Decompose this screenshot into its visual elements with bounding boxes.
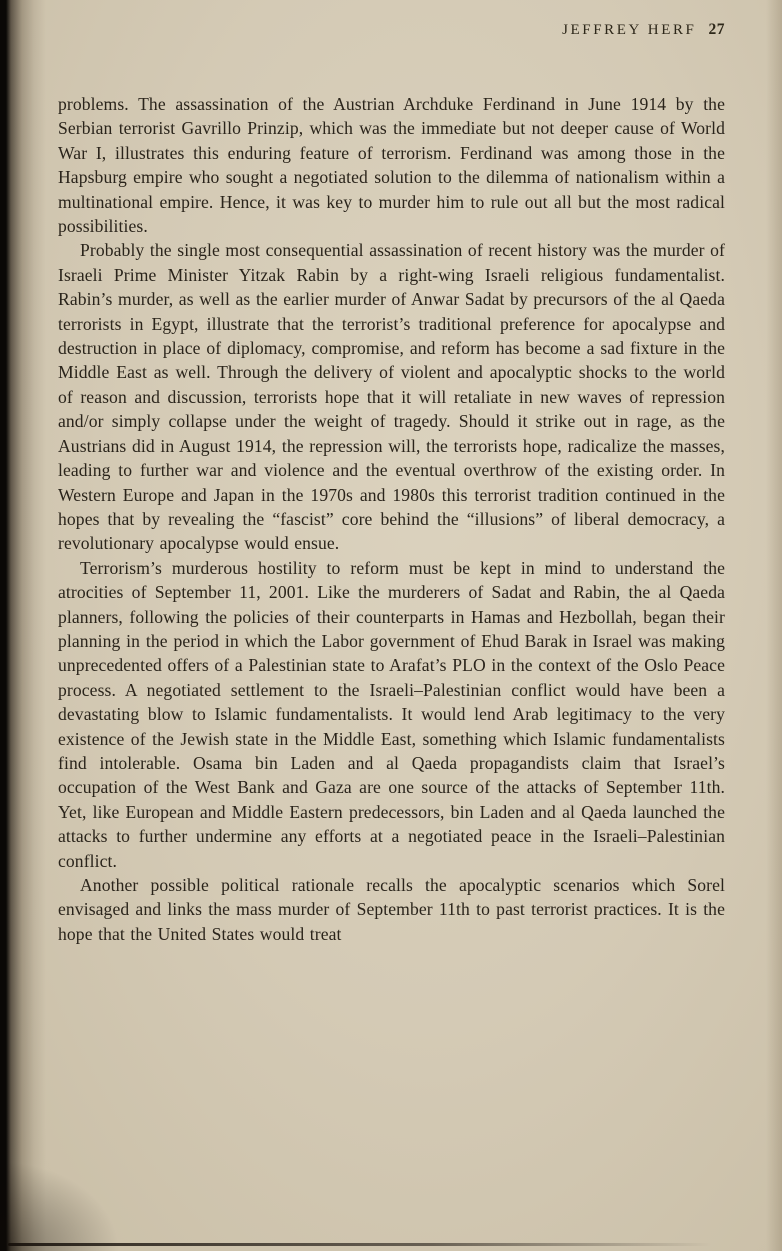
- page-number: 27: [708, 21, 725, 38]
- scan-corner-shadow: [0, 1161, 120, 1251]
- scan-binding-shadow: [0, 0, 46, 1251]
- running-head-author: JEFFREY HERF: [562, 22, 697, 38]
- paragraph-2: Probably the single most consequential assassination of recent history was the murder of Israeli Prime Minister Yitzak Rabin by a right-wing Israeli religious fundamentalist. Rabin’s murder, as well as the earlier murder of Anwar Sadat by precursors of the al Qaeda terrorists in Egypt, illustrate that the terrorist’s traditional preference for apocalypse and destruction in place of diplomacy, compromise, and reform has become a sad fixture in the Middle East as well. Through the delivery of violent and apocalyptic shocks to the world of reason and discussion, terrorists hope that it will retaliate in new waves of repression and/or simply collapse under the weight of tragedy. Should it strike out in rage, as the Austrians did in August 1914, the repression will, the terrorists hope, radicalize the masses, leading to further war and violence and the eventual overthrow of the existing order. In Western Europe and Japan in the 1970s and 1980s this terrorist tradition continued in the hopes that by revealing the “fascist” core behind the “illusions” of liberal democracy, a revolutionary apocalypse would ensue.: [58, 240, 725, 554]
- scan-right-edge: [766, 0, 782, 1251]
- paragraph-1: problems. The assassination of the Austrian Archduke Ferdinand in June 1914 by the Serbian terrorist Gavrillo Prinzip, which was the immediate but not deeper cause of World War I, illustrates this enduring feature of terrorism. Ferdinand was among those in the Hapsburg empire who sought a negotiated solution to the dilemma of nationalism within a multinational empire. Hence, it was key to murder him to rule out all but the most radical possibilities.: [58, 94, 725, 237]
- paragraph-4: Another possible political rationale recalls the apocalyptic scenarios which Sorel envisaged and links the mass murder of September 11th to past terrorist practices. It is the hope that the United States would treat: [58, 875, 725, 944]
- paragraph-3: Terrorism’s murderous hostility to reform must be kept in mind to understand the atrocities of September 11, 2001. Like the murderers of Sadat and Rabin, the al Qaeda planners, following the policies of their counterparts in Hamas and Hezbollah, began their planning in the period in which the Labor government of Ehud Barak in Israel was making unprecedented offers of a Palestinian state to Arafat’s PLO in the context of the Oslo Peace process. A negotiated settlement to the Israeli–Palestinian conflict would have been a devastating blow to Islamic fundamentalists. It would lend Arab legitimacy to the very existence of the Jewish state in the Middle East, something which Islamic fundamentalists find intolerable. Osama bin Laden and al Qaeda propagandists claim that Israel’s occupation of the West Bank and Gaza are one source of the attacks of September 11th. Yet, like European and Middle Eastern predecessors, bin Laden and al Qaeda launched the attacks to further undermine any efforts at a negotiated peace in the Israeli–Palestinian conflict.: [58, 557, 725, 871]
- body-text: [58, 92, 725, 946]
- running-header: [562, 21, 725, 39]
- scan-bottom-edge: [8, 1243, 712, 1246]
